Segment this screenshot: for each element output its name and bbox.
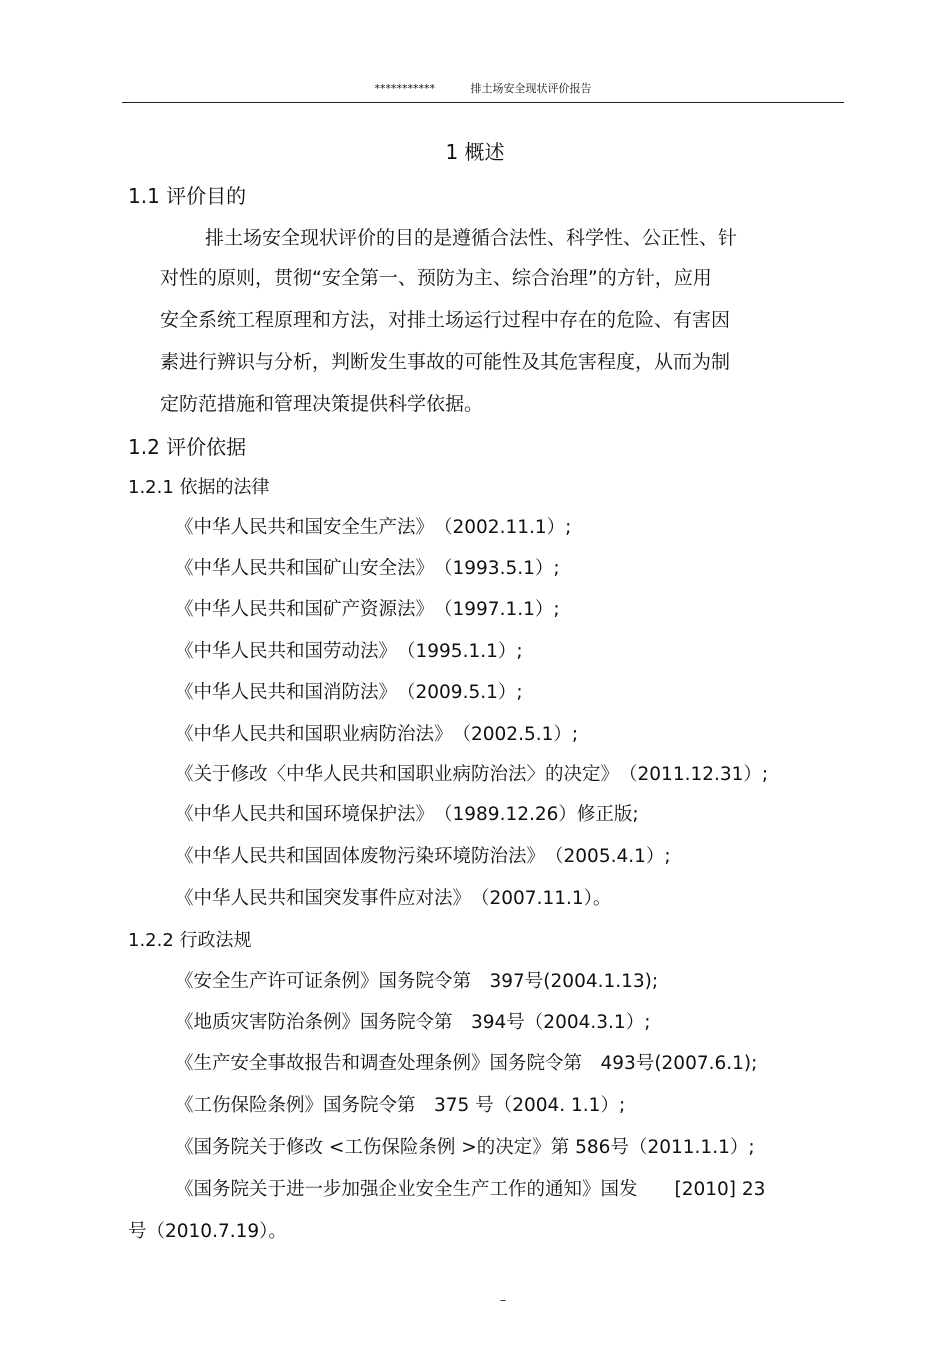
paragraph-line: 对性的原则，贯彻“安全第一、预防为主、综合治理”的方针，应用 — [160, 267, 712, 289]
header-title: 排土场安全现状评价报告 — [470, 82, 592, 95]
paragraph-line: 素进行辨识与分析，判断发生事故的可能性及其危害程度，从而为制 — [160, 351, 731, 373]
law-list-item: 《中华人民共和国消防法》 （2009.5.1）; — [175, 682, 523, 703]
chapter-title: 1 概述 — [445, 140, 505, 164]
subsection-heading-1-2-1: 1.2.1 依据的法律 — [128, 477, 270, 498]
paragraph-line: 排土场安全现状评价的目的是遵循合法性、科学性、公正性、针 — [205, 227, 738, 249]
law-list-item: 《关于修改〈中华人民共和国职业病防治法〉的决定》 （2011.12.31）; — [175, 764, 769, 785]
regulation-list-item-continued: 号（2010.7.19）。 — [128, 1221, 287, 1242]
law-list-item: 《中华人民共和国劳动法》 （1995.1.1）; — [175, 641, 523, 662]
paragraph-line: 安全系统工程原理和方法，对排土场运行过程中存在的危险、有害因 — [160, 309, 731, 331]
section-heading-1-2: 1.2 评价依据 — [128, 435, 247, 459]
law-list-item: 《中华人民共和国矿山安全法》 （1993.5.1）; — [175, 558, 560, 579]
page-header — [122, 76, 844, 103]
regulation-list-item: 《地质灾害防治条例》国务院令第 394号（2004.3.1）; — [175, 1012, 651, 1033]
header-stars: *********** — [374, 82, 435, 95]
law-list-item: 《中华人民共和国固体废物污染环境防治法》 （2005.4.1）; — [175, 846, 671, 867]
law-list-item: 《中华人民共和国安全生产法》 （2002.11.1）; — [175, 517, 572, 538]
paragraph-line: 定防范措施和管理决策提供科学依据。 — [160, 393, 484, 415]
law-list-item: 《中华人民共和国突发事件应对法》 （2007.11.1）。 — [175, 888, 612, 909]
regulation-list-item: 《生产安全事故报告和调查处理条例》国务院令第 493号(2007.6.1); — [175, 1053, 758, 1074]
regulation-list-item: 《工伤保险条例》国务院令第 375 号（2004. 1.1）; — [175, 1095, 626, 1116]
section-heading-1-1: 1.1 评价目的 — [128, 184, 247, 208]
law-list-item: 《中华人民共和国矿产资源法》 （1997.1.1）; — [175, 599, 560, 620]
regulation-list-item: 《国务院关于进一步加强企业安全生产工作的通知》国发 [2010] 23 — [175, 1179, 766, 1200]
regulation-list-item: 《国务院关于修改 <工伤保险条例 >的决定》第 586号（2011.1.1）; — [175, 1137, 755, 1158]
law-list-item: 《中华人民共和国环境保护法》 （1989.12.26）修正版; — [175, 804, 639, 825]
page-footer-mark: – — [500, 1293, 506, 1307]
law-list-item: 《中华人民共和国职业病防治法》 （2002.5.1）; — [175, 724, 579, 745]
regulation-list-item: 《安全生产许可证条例》国务院令第 397号(2004.1.13); — [175, 971, 659, 992]
subsection-heading-1-2-2: 1.2.2 行政法规 — [128, 930, 252, 951]
